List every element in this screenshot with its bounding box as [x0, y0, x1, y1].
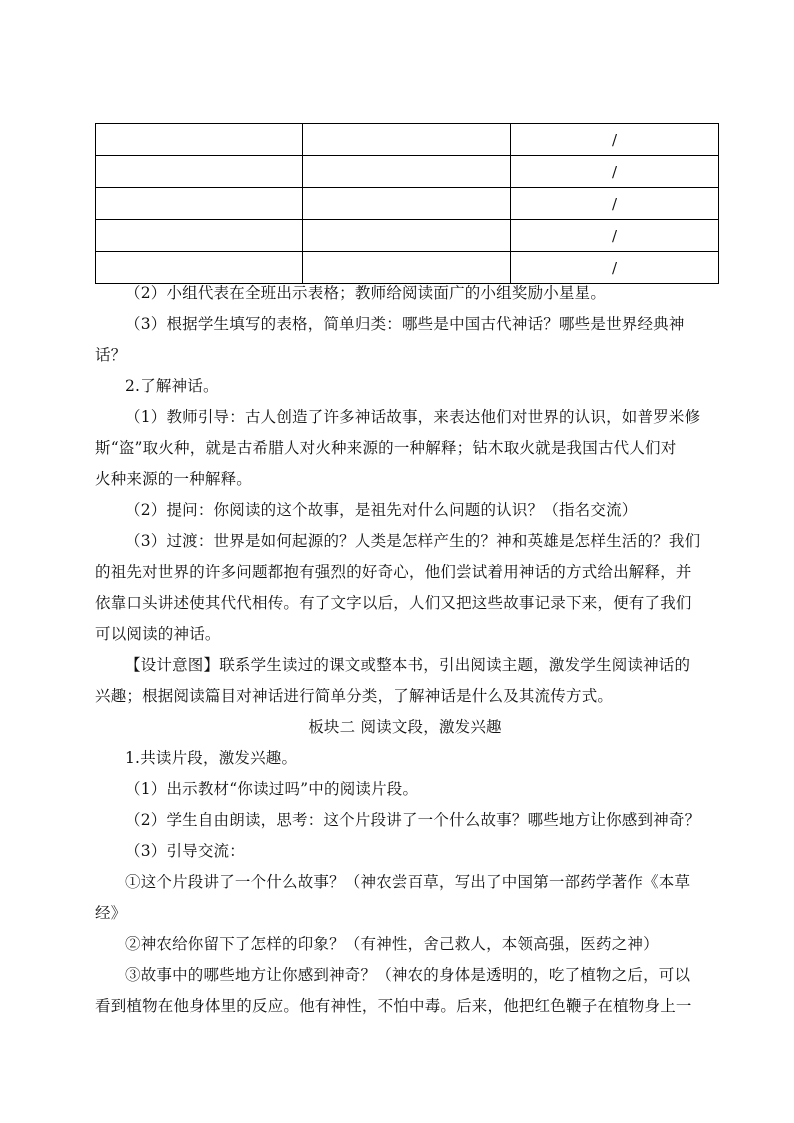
para-step-3-cont: 话？	[95, 346, 127, 364]
para-show-excerpt: （1）出示教材“你读过吗”中的阅读片段。	[125, 780, 419, 798]
design-intent: 【设计意图】联系学生读过的课文或整本书，引出阅读主题，激发学生阅读神话的	[125, 656, 691, 674]
table-cell: /	[511, 156, 719, 188]
para-transition-cont3: 可以阅读的神话。	[95, 625, 221, 643]
step-1-title: 1.共读片段，激发兴趣。	[125, 749, 298, 767]
item-3: ③故事中的哪些地方让你感到神奇？（神农的身体是透明的，吃了植物之后，可以	[125, 966, 691, 984]
table-cell	[96, 156, 303, 188]
table-cell: /	[511, 220, 719, 252]
para-guide-discussion: （3）引导交流：	[125, 842, 245, 860]
item-3-cont: 看到植物在他身体里的反应。他有神性，不怕中毒。后来，他把红色鞭子在植物身上一	[95, 997, 692, 1015]
table-cell	[96, 220, 303, 252]
item-1: ①这个片段讲了一个什么故事？（神农尝百草，写出了中国第一部药学著作《本草	[125, 873, 691, 891]
table-cell	[303, 220, 511, 252]
table-cell	[303, 188, 511, 220]
table-cell	[303, 156, 511, 188]
para-teacher-guide-cont1: 斯“盗”取火种，就是古希腊人对火种来源的一种解释；钻木取火就是我国古代人们对	[95, 439, 677, 457]
reading-table-body	[96, 124, 719, 284]
table-cell: /	[511, 252, 719, 284]
reading-table	[95, 123, 719, 284]
design-intent-cont: 兴趣；根据阅读篇目对神话进行简单分类，了解神话是什么及其流传方式。	[95, 687, 614, 705]
para-transition-cont2: 依靠口头讲述使其代代相传。有了文字以后，人们又把这些故事记录下来，便有了我们	[95, 594, 692, 612]
table-row	[96, 220, 719, 252]
para-transition-cont1: 的祖先对世界的许多问题都抱有强烈的好奇心，他们尝试着用神话的方式给出解释，并	[95, 563, 692, 581]
para-teacher-guide-cont2: 火种来源的一种解释。	[95, 470, 253, 488]
table-cell	[96, 124, 303, 156]
table-row	[96, 156, 719, 188]
para-step-2: （2）小组代表在全班出示表格；教师给阅读面广的小组奖励小星星。	[125, 284, 607, 302]
para-step-3: （3）根据学生填写的表格，简单归类：哪些是中国古代神话？哪些是世界经典神	[125, 315, 685, 333]
item-1-cont: 经》	[95, 904, 127, 922]
table-row	[96, 188, 719, 220]
item-2: ②神农给你留下了怎样的印象？（有神性，舍己救人，本领高强，医药之神）	[125, 935, 659, 953]
table-cell	[96, 188, 303, 220]
table-row	[96, 124, 719, 156]
table-cell	[303, 124, 511, 156]
para-question: （2）提问：你阅读的这个故事，是祖先对什么问题的认识？（指名交流）	[125, 501, 638, 519]
para-teacher-guide: （1）教师引导：古人创造了许多神话故事，来表达他们对世界的认识，如普罗米修	[125, 408, 701, 426]
para-transition: （3）过渡：世界是如何起源的？人类是怎样产生的？神和英雄是怎样生活的？我们	[125, 532, 701, 550]
section-heading: 板块二 阅读文段，激发兴趣	[308, 718, 502, 736]
table-cell: /	[511, 188, 719, 220]
para-free-reading: （2）学生自由朗读，思考：这个片段讲了一个什么故事？哪些地方让你感到神奇？	[125, 811, 701, 829]
section-2-title: 2.了解神话。	[125, 377, 219, 395]
table-cell: /	[511, 124, 719, 156]
